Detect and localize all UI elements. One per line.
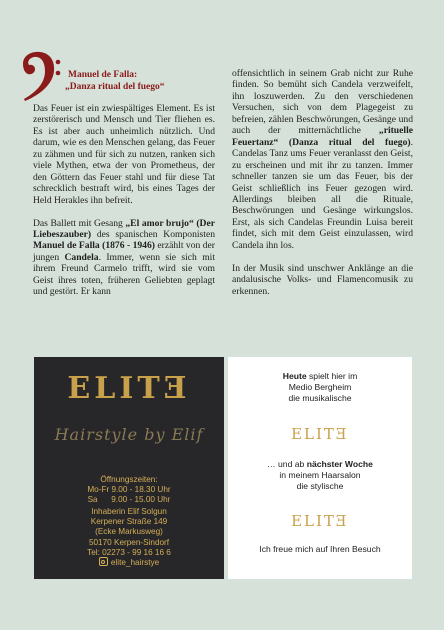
- instagram-icon: [99, 557, 108, 566]
- elite-logo: ELITƎ: [67, 371, 191, 406]
- announcement-next-week: … und ab nächster Woche in meinem Haarsalon die stylische: [267, 459, 373, 491]
- phone: Tel: 02273 - 99 16 16 6: [87, 547, 171, 557]
- announcement-box: [228, 357, 412, 579]
- salon-advertisement: [34, 357, 224, 579]
- venue: Medio Bergheim: [288, 382, 352, 392]
- street: Kerpener Straße 149: [90, 517, 168, 527]
- hours-weekdays: Mo-Fr 9.00 - 18.30 Uhr: [87, 485, 171, 495]
- announcement-today: Heute spielt hier im Medio Bergheim die musikalische: [228, 371, 412, 404]
- closing-line: Ich freue mich auf Ihren Besuch: [259, 544, 381, 554]
- composer-name: Manuel de Falla (1876 - 1946): [33, 240, 155, 252]
- article-heading: [65, 70, 215, 93]
- paragraph-music: In der Musik sind unschwer Anklänge an die andalusische Volks- und Flamencomusik zu erkennen.: [232, 262, 413, 297]
- street-corner: (Ecke Markusweg): [95, 527, 163, 537]
- hours-title: Öffnungszeiten:: [100, 475, 158, 484]
- paragraph-fire: Das Feuer ist ein zwiespältiges Element. Es ist zerstörerisch und Mensch und Tier fliehen es. Es ist aber auch unheimlich nützlich. Und darum, wie es den Menschen gelang, das Feuer zu zähmen und für sich zu nutzen, ranken sich viele Mythen, etwa der von Prometheus, der den Göttern das Feuer stahl und für diese Tat schrecklich bestraft wird, bis eines Tages der Held Herakles ihn befreit.: [33, 103, 215, 206]
- instagram-handle[interactable]: elite_hairstye: [34, 557, 224, 567]
- dance-title: „rituelle Feuertanz“ (Danza ritual del fuego): [232, 125, 413, 148]
- elite-brand-salon: ELITƎ: [291, 512, 349, 530]
- paragraph-ritual: offensichtlich in seinem Grab nicht zur Ruhe finden. So bemüht sich Candela verzweifelt, ihn loszuwerden. Zu den verschiedenen Versuchen, sich von dem Plagegeist zu befreien, zählen Beschwörungen, Gesänge und auch der mitternächtliche „rituelle Feuertanz“ (Danza ritual del fuego). Candelas Tanz ums Feuer veranlasst den Geist, zu erscheinen und mit ihr zu tanzen. Immer schneller tanzen sie um das Feuer, bis der Geist schließlich ins Feuer gezogen wird. Allerdings bleiben all die Rituale, Beschwörungen und Gesänge wirkungslos. Erst, als sich Candelas Freundin Luisa bereit findet, sich mit dem Geist einzulassen, wird Candela ihn los.: [232, 68, 413, 251]
- bass-clef-icon: [17, 50, 61, 102]
- paragraph-ballet: Das Ballett mit Gesang „El amor brujo“ (Der Liebeszauber) des spanischen Komponisten Manuel de Falla (1876 - 1946) erzählt von der jungen Candela. Immer, wenn sie sich mit ihrem Freund Carmelo trifft, wird sie vom Geist ihres toten, früheren Geliebten geplagt und gestört. Er kann: [33, 217, 215, 298]
- article-column-right: [232, 68, 413, 308]
- character-name: Candela: [64, 251, 99, 263]
- work-title: „El amor brujo“ (Der Liebeszauber): [33, 217, 215, 240]
- heading-line-composer: Manuel de Falla:: [68, 70, 138, 80]
- article-column-left: [33, 103, 215, 309]
- elite-brand-music: ELITƎ: [291, 425, 349, 443]
- salon-address: [34, 507, 224, 558]
- heading-line-title: „Danza ritual del fuego“: [65, 81, 165, 92]
- owner-name: Inhaberin Elif Solgun: [91, 507, 167, 516]
- city: 50170 Kerpen-Sindorf: [88, 537, 170, 547]
- salon-tagline: Hairstyle by Elif: [54, 425, 204, 444]
- hours-saturday: Sa 9.00 - 15.00 Uhr: [87, 495, 171, 505]
- opening-hours: [34, 475, 224, 506]
